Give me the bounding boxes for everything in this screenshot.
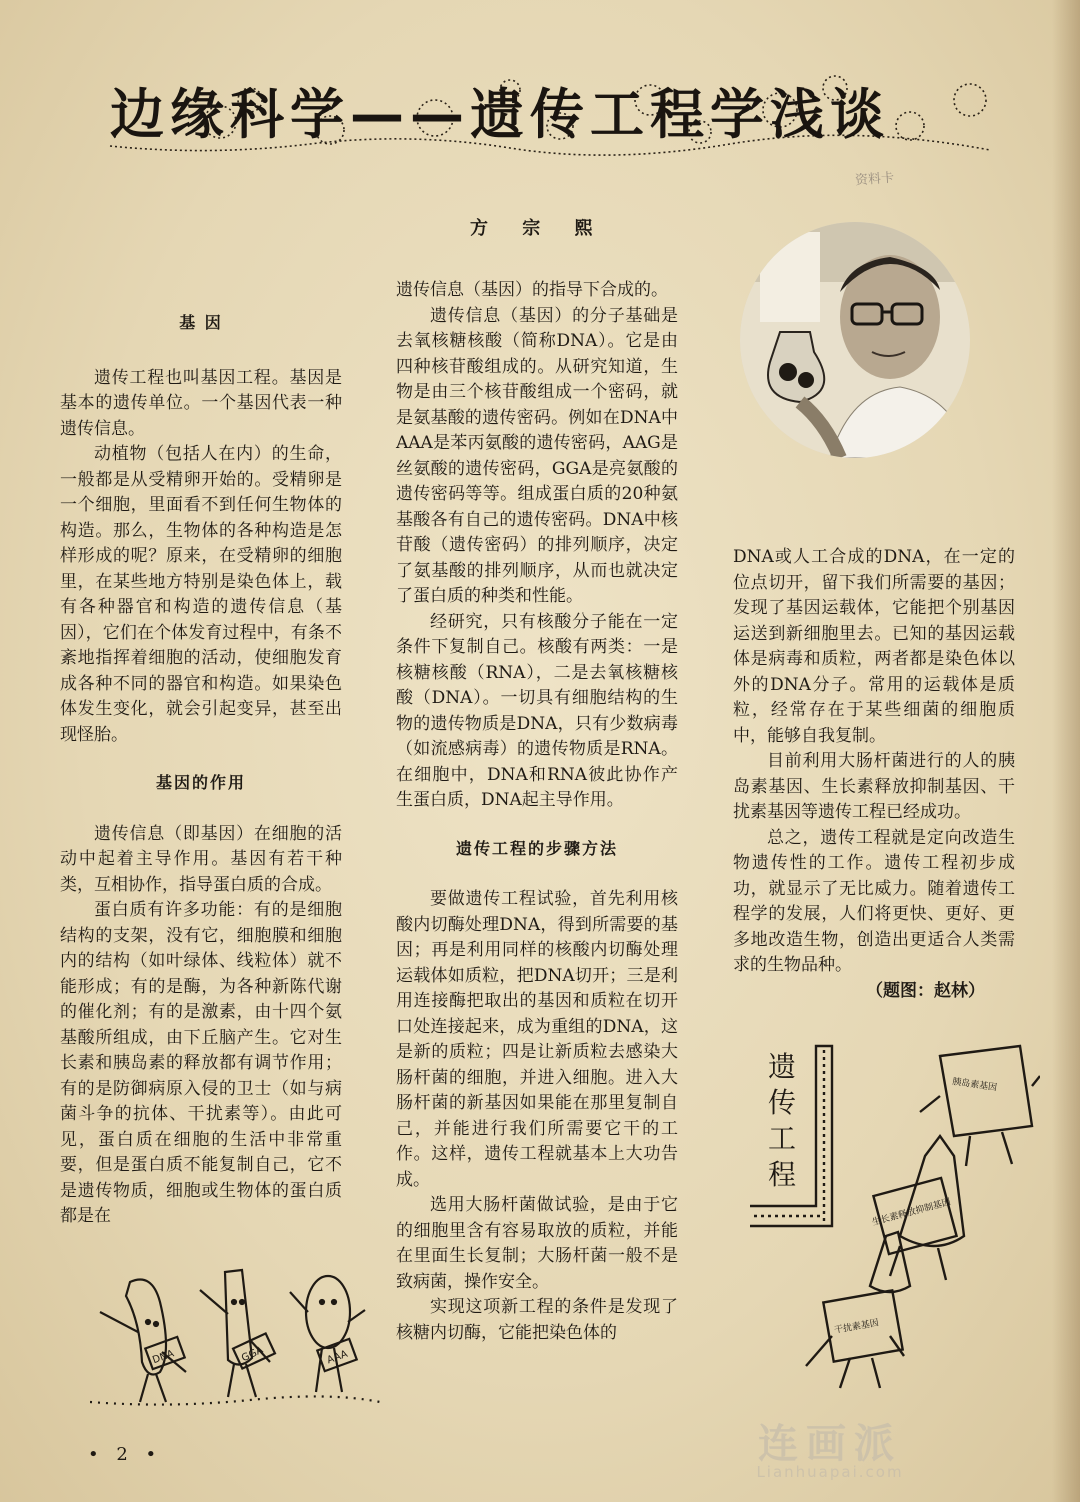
paragraph: 遗传信息（基因）的分子基础是去氧核糖核酸（简称DNA）。它是由四种核苷酸组成的。从研究知道，生物是由三个核苷酸组成一个密码，就是氨基酸的遗传密码。例如在DNA中AAA是苯丙氨酸的遗传密码，AAG是丝氨酸的遗传密码，GGA是亮氨酸的遗传密码等等。组成蛋白质的20种氨基酸各有自己的遗传密码。DNA中核苷酸（遗传密码）的排列顺序，决定了氨基酸的排列顺序，从而也就决定了蛋白质的种类和性能。 xyxy=(396,305,678,606)
section-heading-gene: 基 因 xyxy=(179,313,223,332)
page-number: • 2 • xyxy=(88,1444,163,1465)
sign-char: 工 xyxy=(767,1122,797,1155)
aaa-label: AAA xyxy=(325,1348,350,1367)
sign-char: 程 xyxy=(767,1158,797,1191)
sign-char: 传 xyxy=(767,1086,797,1119)
author-name: 方 宗 熙 xyxy=(470,218,607,239)
paragraph: 实现这项新工程的条件是发现了核糖内切酶，它能把染色体的 xyxy=(396,1297,678,1343)
column-2 xyxy=(396,278,678,1346)
column-3 xyxy=(733,545,1015,1004)
paragraph: 蛋白质有许多功能：有的是细胞结构的支架，没有它，细胞膜和细胞内的结构（如叶绿体、线粒体）就不能形成；有的是酶，为各种新陈代谢的催化剂；有的是激素，由十四个氨基酸所组成，由下丘脑产生。它对生长素和胰岛素的释放都有调节作用；有的是防御病原入侵的卫士（如与病菌斗争的抗体、干扰素等）。由此可见，蛋白质在细胞的生活中非常重要，但是蛋白质不能复制自己，它不是遗传物质，细胞或生物体的蛋白质都是在 xyxy=(60,900,342,1226)
genetic-engineering-illustration xyxy=(740,1036,1040,1396)
paragraph: 总之，遗传工程就是定向改造生物遗传性的工作。遗传工程初步成功，就显示了无比威力。随着遗传工程学的发展，人们将更快、更好、更多地改造生物，创造出更适合人类需求的生物品种。 xyxy=(733,827,1015,975)
insulin-gene-label: 胰岛素基因 xyxy=(951,1077,998,1094)
watermark-logo-text: 连画派 xyxy=(758,1421,902,1467)
portrait-drawing xyxy=(740,222,970,458)
paragraph: 动植物（包括人在内）的生命，一般都是从受精卵开始的。受精卵是一个细胞，里面看不到任何生物体的构造。那么，生物体的各种构造是怎样形成的呢？原来，在受精卵的细胞里，在某些地方特别是染色体上，载有各种器官和构造的遗传信息（基因），它们在个体发育过程中，有条不紊地指挥着细胞的活动，使细胞发育成各种不同的器官和构造。如果染色体发生变化，就会引起变异，甚至出现怪胎。 xyxy=(60,444,342,745)
paragraph: 选用大肠杆菌做试验，是由于它的细胞里含有容易取放的质粒，并能在里面生长复制；大肠杆菌一般不是致病菌，操作安全。 xyxy=(396,1195,678,1292)
paragraph: 遗传信息（基因）的指导下合成的。 xyxy=(396,280,668,300)
codon-figures-illustration xyxy=(90,1262,380,1412)
growth-gene-label: 生长素释放抑制基因 xyxy=(871,1197,952,1229)
column-1 xyxy=(60,310,342,1230)
interferon-gene-label: 干扰素基因 xyxy=(833,1318,880,1336)
gga-label: GGA xyxy=(240,1344,265,1365)
site-watermark xyxy=(720,1412,940,1481)
paragraph: DNA或人工合成的DNA，在一定的位点切开，留下我们所需要的基因；发现了基因运载体，它能把个别基因运送到新细胞里去。已知的基因运载体是病毒和质粒，两者都是染色体以外的DNA分子。常用的运载体是质粒，经常存在于某些细菌的细胞质中，能够自我复制。 xyxy=(733,547,1015,746)
sign-char: 遗 xyxy=(767,1050,797,1083)
interferon-figure xyxy=(870,1232,910,1292)
dna-label: DNA xyxy=(151,1348,176,1367)
watermark-url: Lianhuapai.com xyxy=(756,1463,904,1481)
paragraph: 遗传工程也叫基因工程。基因是基本的遗传单位。一个基因代表一种遗传信息。 xyxy=(60,367,342,439)
binding-shadow xyxy=(1052,0,1080,1502)
illustration-credit: （题图：赵林） xyxy=(866,980,985,1001)
paragraph: 要做遗传工程试验，首先利用核酸内切酶处理DNA，得到所需要的基因；再是利用同样的核酸内切酶处理运载体如质粒，把DNA切开；三是利用连接酶把取出的基因和质粒在切开口处连接起来，成为重组的DNA，这是新的质粒；四是让新质粒去感染大肠杆菌的细胞，并进入细胞。进入大肠杆菌的新基因如果能在那里复制自己，并能进行我们所需要它干的工作。这样，遗传工程就基本上大功告成。 xyxy=(396,889,678,1190)
section-heading-steps: 遗传工程的步骤方法 xyxy=(455,838,618,858)
section-heading-gene-function: 基因的作用 xyxy=(155,773,246,792)
aaa-figure-body xyxy=(306,1276,350,1348)
author-portrait-photo xyxy=(740,222,970,458)
archive-stamp: 资料卡 xyxy=(854,170,895,189)
paragraph: 遗传信息（即基因）在细胞的活动中起着主导作用。基因有若干种类，互相协作，指导蛋白质的合成。 xyxy=(60,823,342,895)
paragraph: 目前利用大肠杆菌进行的人的胰岛素基因、生长素释放抑制基因、干扰素基因等遗传工程已经成功。 xyxy=(733,751,1015,822)
title-banner xyxy=(90,60,1020,170)
article-title: 边缘科学——遗传工程学浅谈 xyxy=(110,83,890,146)
paragraph: 经研究，只有核酸分子能在一定条件下复制自己。核酸有两类：一是核糖核酸（RNA），二是去氧核糖核酸（DNA）。一切具有细胞结构的生物的遗传物质是DNA，只有少数病毒（如流感病毒）的遗传物质是RNA。在细胞中，DNA和RNA彼此协作产生蛋白质，DNA起主导作用。 xyxy=(396,611,678,810)
